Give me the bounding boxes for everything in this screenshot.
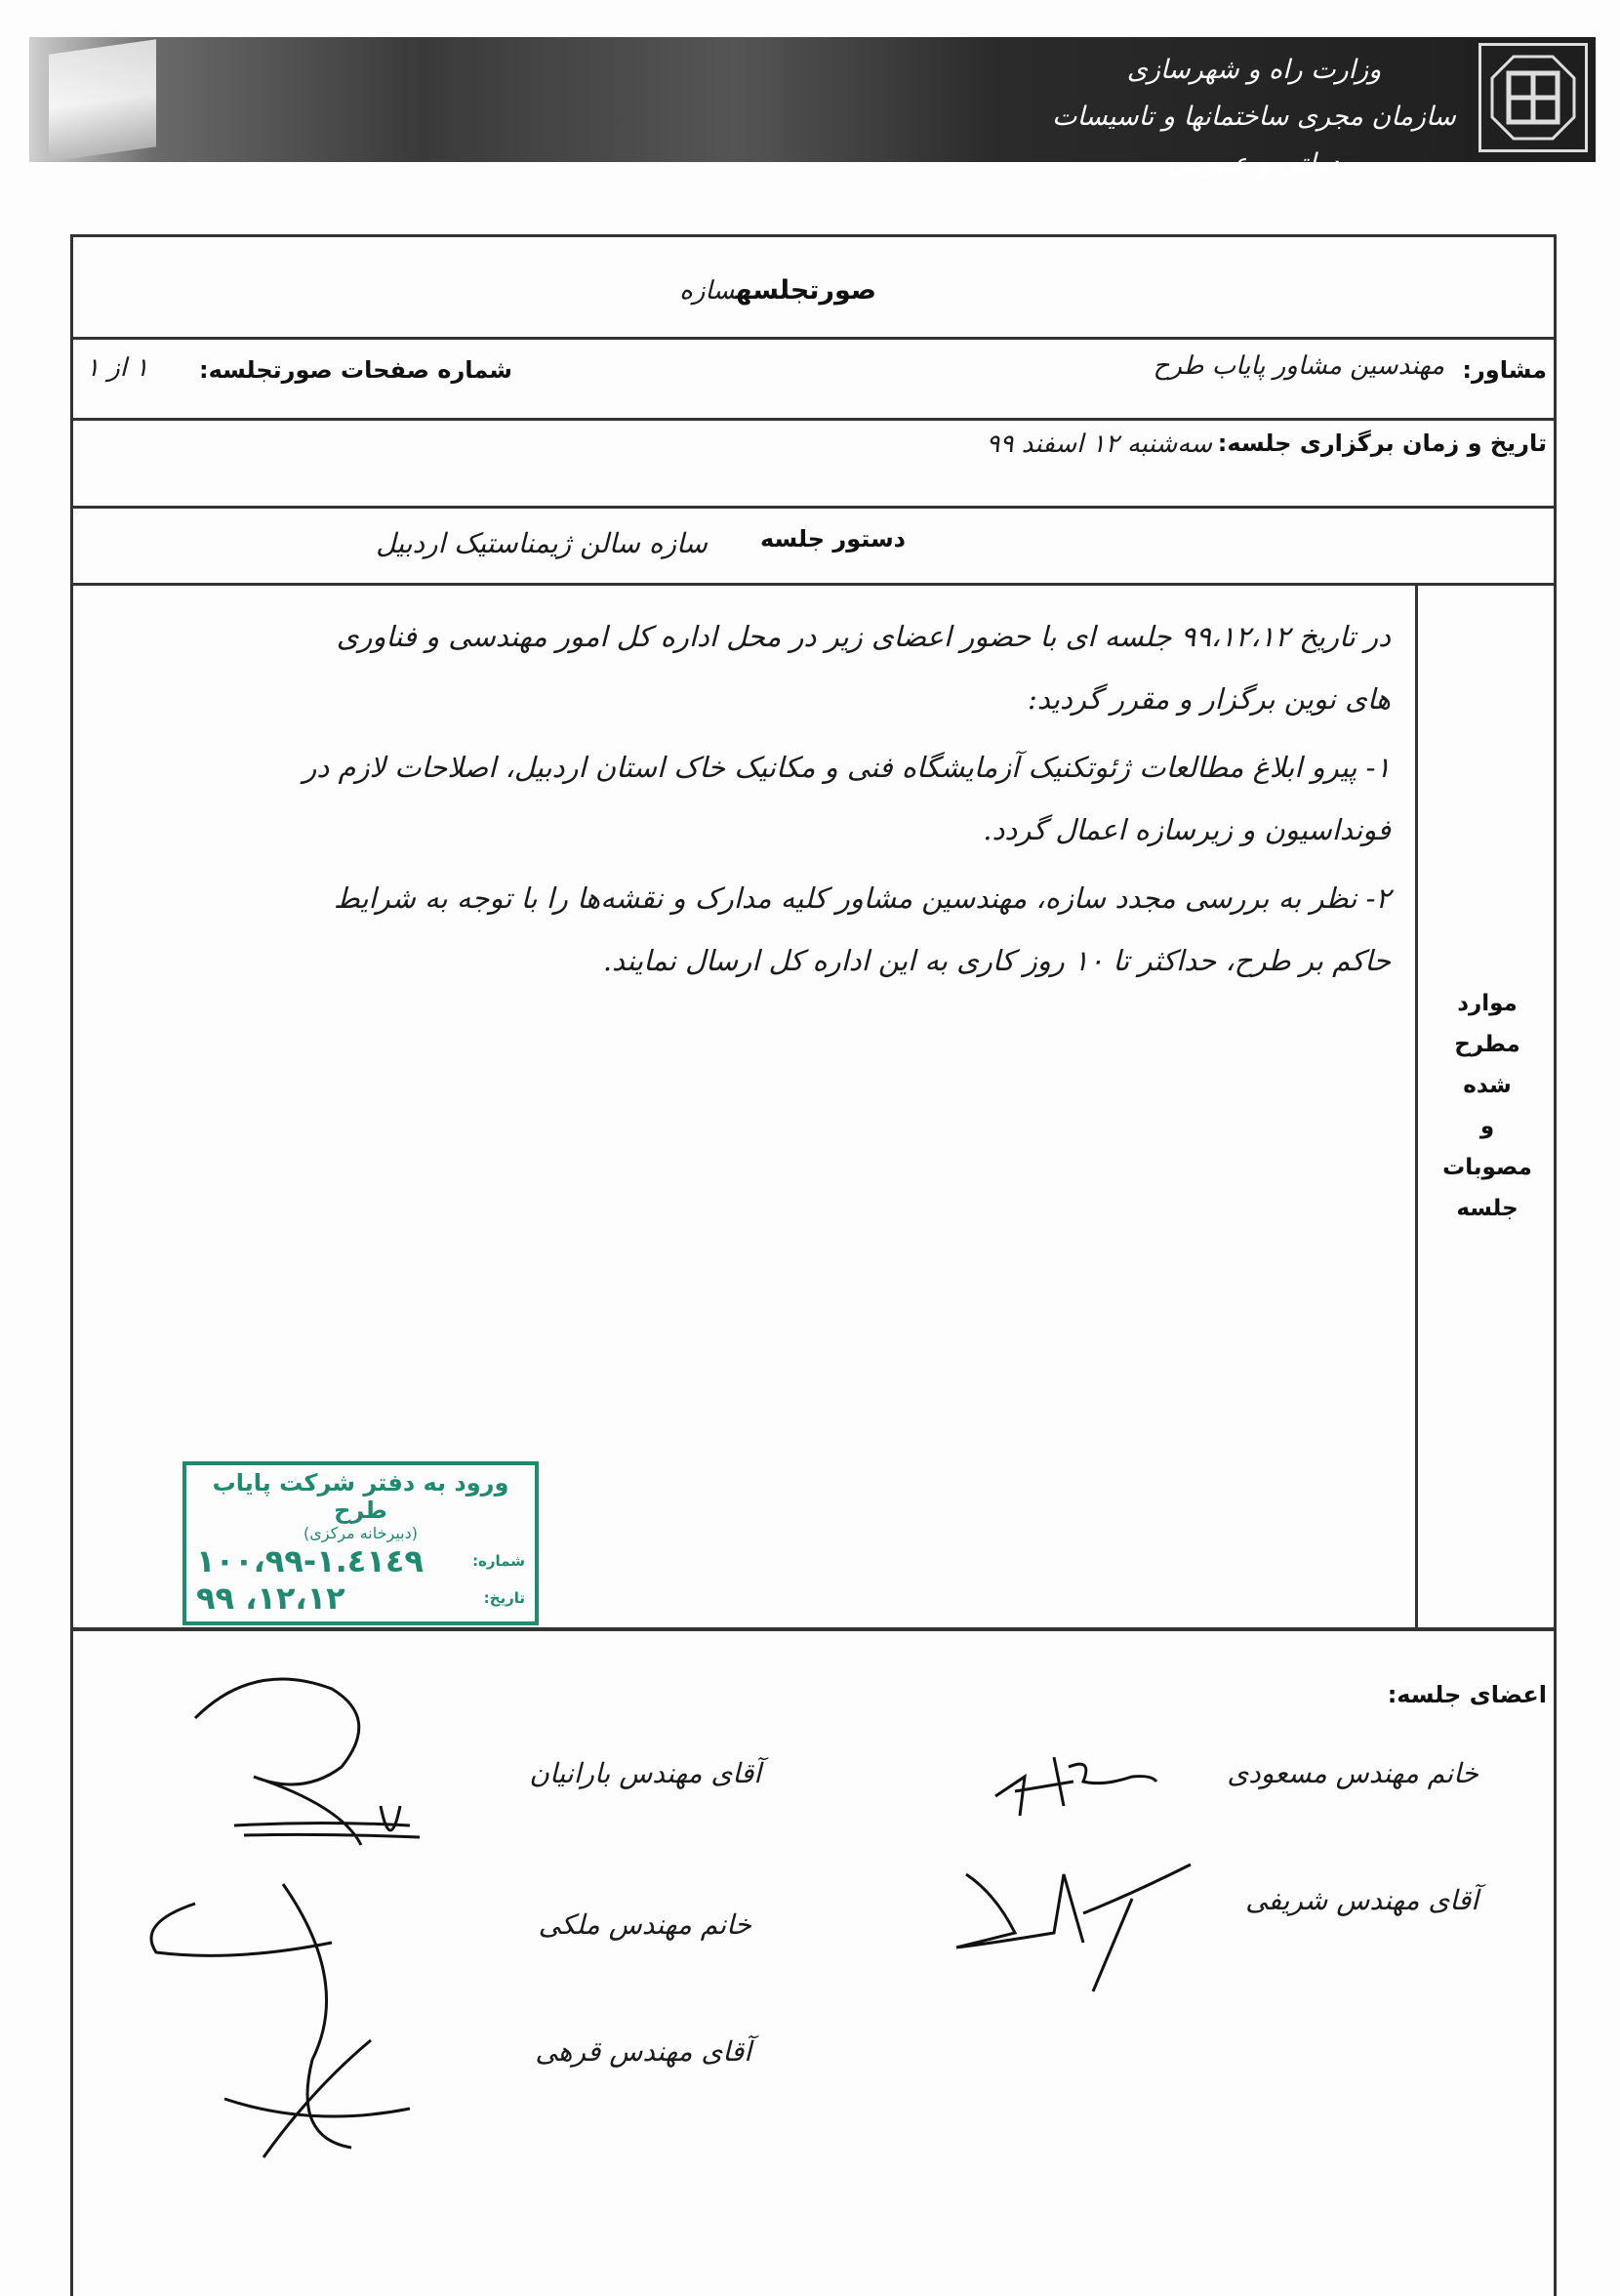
received-stamp [182, 1461, 539, 1625]
letterhead-text [1049, 47, 1459, 187]
member-name: خانم مهندس مسعودی [1227, 1757, 1478, 1789]
organization-logo [1478, 43, 1588, 152]
signature [937, 1855, 1200, 2001]
date-label: تاریخ و زمان برگزاری جلسه: [1217, 430, 1547, 457]
members-label: اعضای جلسه: [1387, 1681, 1547, 1708]
side-label-line: شده [1463, 1072, 1512, 1098]
agenda-value: سازه سالن ژیمناستیک اردبیل [376, 527, 708, 559]
member-name: خانم مهندس ملکی [538, 1908, 751, 1941]
stamp-number-label: شماره: [472, 1552, 525, 1570]
member-name: آقای مهندس شریفی [1245, 1884, 1478, 1916]
title-value: سازه [679, 276, 736, 306]
signature [986, 1738, 1161, 1835]
meeting-minutes-body [298, 605, 1391, 998]
stamp-title: ورود به دفتر شرکت پایاب طرح [212, 1469, 509, 1524]
agenda-label: دستور جلسه [759, 525, 906, 553]
flag-image [49, 39, 156, 161]
ministry-name: وزارت راه و شهرسازی [1126, 55, 1382, 85]
divider [1554, 1628, 1557, 2296]
divider [70, 506, 1557, 509]
side-label-line: مطرح [1454, 1031, 1520, 1057]
side-label-column [1415, 583, 1557, 1628]
divider [70, 418, 1557, 421]
signature [176, 1660, 429, 1874]
organization-name: سازمان مجری ساختمانها و تاسیسات دولتی و عمومی [1052, 102, 1456, 179]
signature [117, 1865, 410, 2177]
consultant-label: مشاور: [1462, 356, 1547, 384]
divider [70, 583, 1557, 586]
consultant-value: مهندسین مشاور پایاب طرح [1153, 351, 1444, 381]
divider [70, 1628, 73, 2296]
side-label-line: مصوبات [1442, 1154, 1532, 1180]
member-name: آقای مهندس بارانیان [529, 1757, 761, 1789]
title-label: صورتجلسه [735, 275, 876, 306]
side-label-line: جلسه [1456, 1195, 1519, 1221]
body-intro: در تاریخ ۹۹،۱۲،۱۲ جلسه ای با حضور اعضای زیر در محل اداره کل امور مهندسی و فناوری های نوین برگزار و مقرر گردید: [336, 620, 1391, 716]
divider [70, 337, 1557, 340]
stamp-date-label: تاریخ: [483, 1589, 525, 1607]
letterhead-banner [29, 37, 1596, 179]
pages-label: شماره صفحات صورتجلسه: [198, 356, 512, 384]
side-label-line: موارد [1457, 990, 1518, 1016]
form-title [679, 275, 876, 306]
side-label-line: و [1479, 1113, 1495, 1139]
member-name: آقای مهندس قرهی [535, 2035, 751, 2068]
divider [70, 1628, 1557, 1631]
stamp-subtitle: (دبیرخانه مرکزی) [304, 1524, 418, 1542]
pages-value: ۱ از ۱ [86, 353, 149, 383]
date-value: سه‌شنبه ۱۲ اسفند ۹۹ [986, 430, 1212, 459]
stamp-date-value: ۹۹ ،۱۲،۱۲ [196, 1579, 345, 1617]
body-item-1: ۱- پیرو ابلاغ مطالعات ژئوتکنیک آزمایشگاه فنی و مکانیک خاک استان اردبیل، اصلاحات لازم در فونداسیون و زیرسازه اعمال گردد. [303, 751, 1391, 846]
body-item-2: ۲- نظر به بررسی مجدد سازه، مهندسین مشاور کلیه مدارک و نقشه‌ها را با توجه به شرایط حاکم بر طرح، حداکثر تا ۱۰ روز کاری به این اداره کل ارسال نمایند. [333, 882, 1391, 977]
stamp-number-value: ۱۰۰،۹۹-۱.٤۱٤۹ [196, 1542, 424, 1579]
